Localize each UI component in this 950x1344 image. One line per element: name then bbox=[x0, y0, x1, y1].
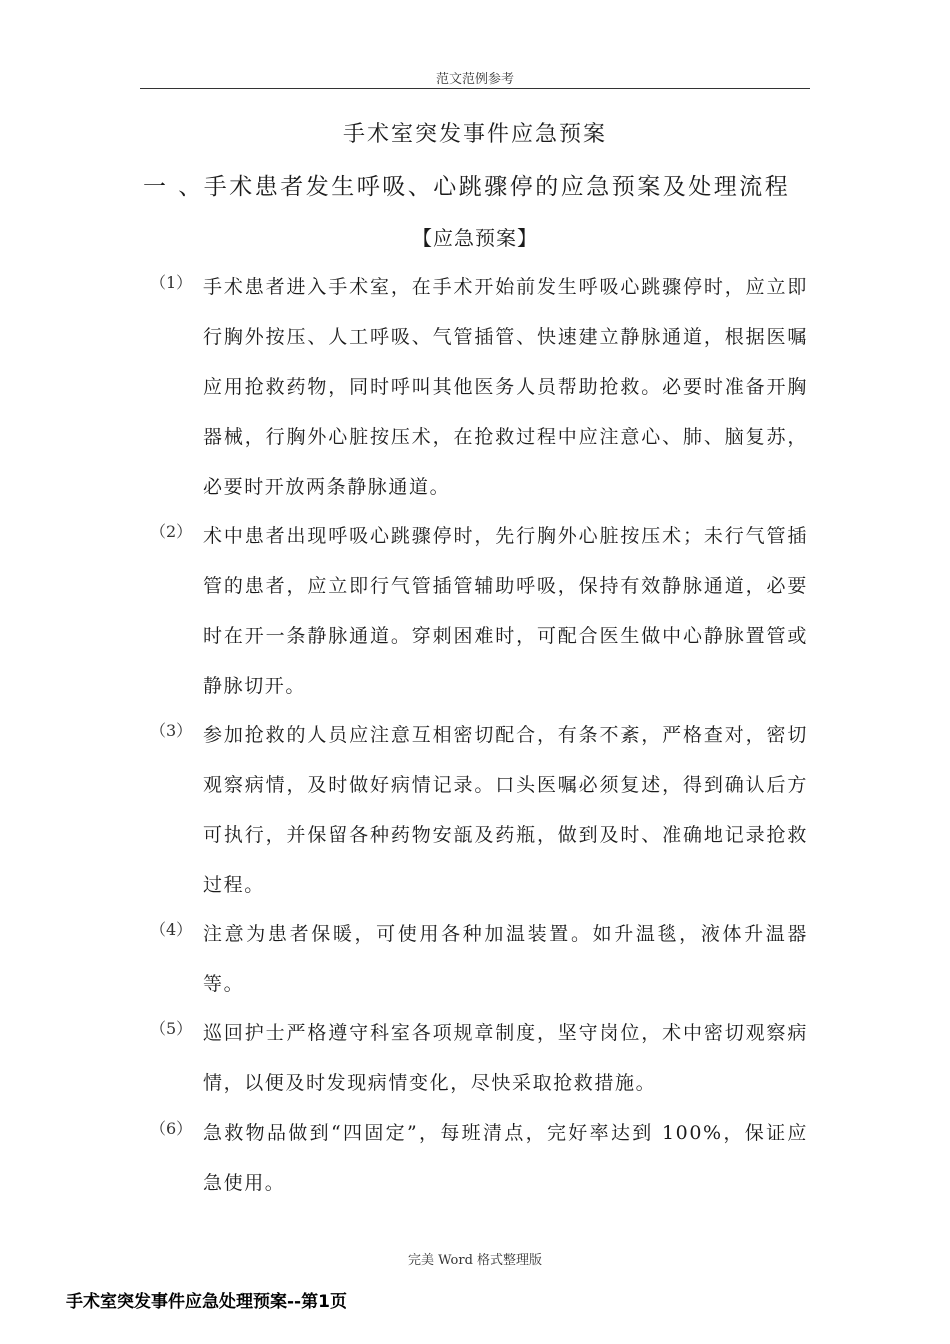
item-number: （6） bbox=[150, 1119, 193, 1138]
item-text: 术中患者出现呼吸心跳骤停时，先行胸外心脏按压术；未行气管插管的患者，应立即行气管插管辅助呼吸，保持有效静脉通道，必要时在开一条静脉通道。穿刺困难时，可配合医生做中心静脉置管或静脉切开。 bbox=[203, 525, 808, 697]
document-title: 手术室突发事件应急预案 bbox=[342, 122, 607, 147]
item-text: 手术患者进入手术室，在手术开始前发生呼吸心跳骤停时，应立即行胸外按压、人工呼吸、气管插管、快速建立静脉通道，根据医嘱应用抢救药物，同时呼叫其他医务人员帮助抢救。必要时准备开胸器械，行胸外心脏按压术，在抢救过程中应注意心、肺、脑复苏，必要时开放两条静脉通道。 bbox=[203, 276, 808, 498]
page-footer: 完美 Word 格式整理版 bbox=[407, 1253, 543, 1268]
item-text: 注意为患者保暖，可使用各种加温装置。如升温毯，液体升温器等。 bbox=[203, 923, 808, 995]
item-number: （2） bbox=[150, 522, 193, 541]
item-number: （4） bbox=[150, 920, 193, 939]
page-caption: 手术室突发事件应急处理预案--第1页 bbox=[66, 1292, 347, 1312]
page-header: 范文范例参考 bbox=[435, 72, 514, 87]
item-number: （5） bbox=[150, 1019, 193, 1038]
item-number: （3） bbox=[150, 721, 193, 740]
subheading: 【应急预案】 bbox=[412, 226, 538, 250]
item-text: 急救物品做到“四固定”，每班清点，完好率达到 100%，保证应急使用。 bbox=[203, 1122, 808, 1194]
item-text: 巡回护士严格遵守科室各项规章制度，坚守岗位，术中密切观察病情，以便及时发现病情变化，尽快采取抢救措施。 bbox=[203, 1022, 808, 1094]
section-heading: 一 、手术患者发生呼吸、心跳骤停的应急预案及处理流程 bbox=[143, 174, 791, 200]
item-text: 参加抢救的人员应注意互相密切配合，有条不紊，严格查对，密切观察病情，及时做好病情记录。口头医嘱必须复述，得到确认后方可执行，并保留各种药物安瓿及药瓶，做到及时、准确地记录抢救过程。 bbox=[203, 724, 808, 896]
item-number: （1） bbox=[150, 273, 193, 292]
header-divider bbox=[140, 88, 810, 89]
